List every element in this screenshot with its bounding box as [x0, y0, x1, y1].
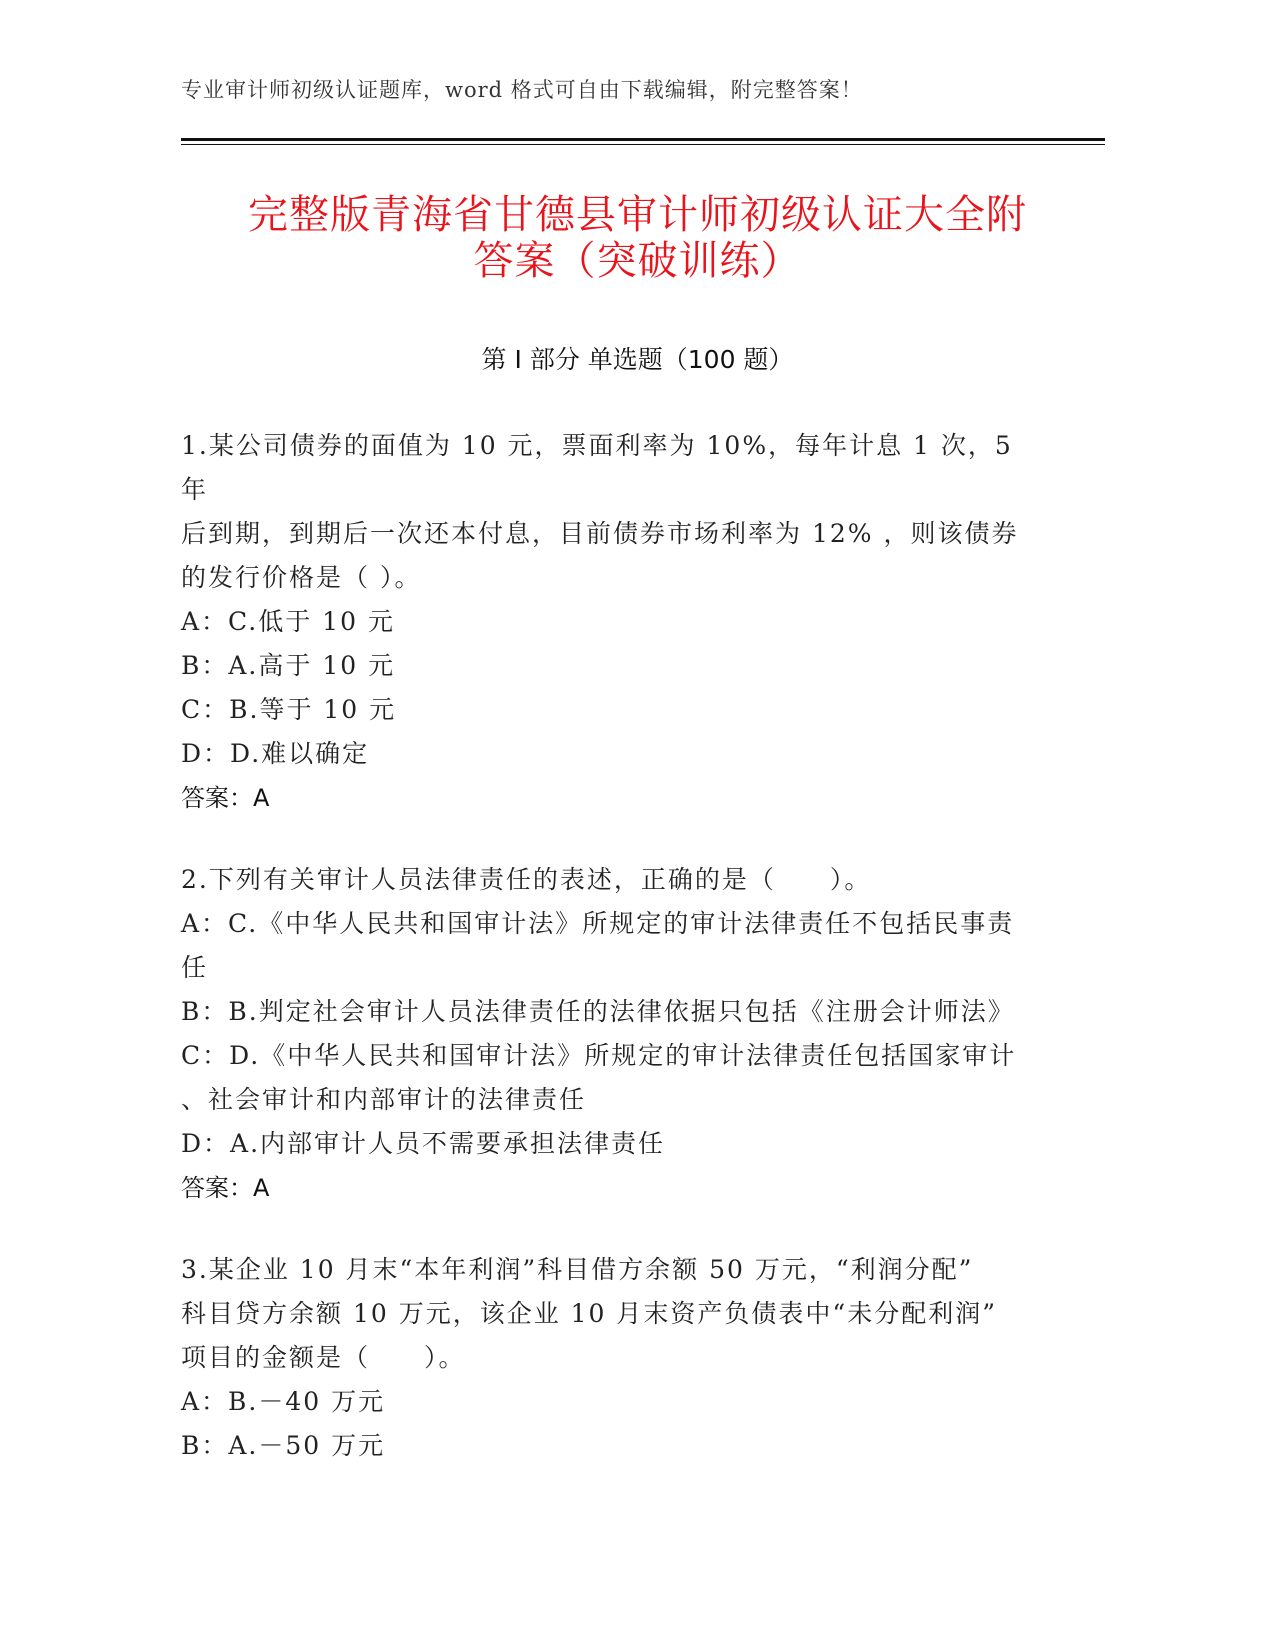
question-stem-line: 3.某企业 10 月末“本年利润”科目借方余额 50 万元，“利润分配”	[181, 1255, 974, 1284]
answer-option: D：A.内部审计人员不需要承担法律责任	[181, 1129, 666, 1158]
question-block	[181, 858, 1036, 1210]
section-heading: 第 I 部分 单选题（100 题）	[481, 345, 794, 374]
answer-option: B：A.－50 万元	[181, 1431, 386, 1460]
answer-option: A：B.－40 万元	[181, 1387, 386, 1416]
answer-option: B：B.判定社会审计人员法律责任的法律依据只包括《注册会计师法》	[181, 997, 1015, 1026]
header-divider-thin	[181, 144, 1105, 145]
question-block	[181, 1248, 1036, 1468]
header-note: 专业审计师初级认证题库，word 格式可自由下载编辑，附完整答案！	[181, 78, 863, 102]
question-stem-line: 后到期，到期后一次还本付息，目前债券市场利率为 12% ，则该债券	[181, 519, 1019, 548]
answer-option: 、社会审计和内部审计的法律责任	[181, 1085, 587, 1114]
document-title-line-1: 完整版青海省甘德县审计师初级认证大全附	[248, 192, 1027, 238]
answer-option: A：C.《中华人民共和国审计法》所规定的审计法律责任不包括民事责	[181, 909, 1015, 938]
answer-option: D：D.难以确定	[181, 739, 370, 768]
question-stem-line: 1.某公司债券的面值为 10 元，票面利率为 10%，每年计息 1 次，5 年	[181, 431, 1013, 504]
question-stem-line: 科目贷方余额 10 万元，该企业 10 月末资产负债表中“未分配利润”	[181, 1299, 997, 1328]
correct-answer: 答案：A	[181, 1174, 270, 1202]
document-title	[150, 192, 1125, 284]
answer-option: B：A.高于 10 元	[181, 651, 396, 680]
header-divider-thick	[181, 138, 1105, 141]
question-stem-line: 2.下列有关审计人员法律责任的表述，正确的是（ ）。	[181, 865, 872, 894]
document-title-line-2: 答案（突破训练）	[473, 238, 802, 284]
answer-option: 任	[181, 953, 209, 982]
question-list	[181, 424, 1036, 1506]
question-block	[181, 424, 1036, 820]
question-stem-line: 项目的金额是（ ）。	[181, 1343, 466, 1372]
correct-answer: 答案：A	[181, 784, 270, 812]
answer-option: C：B.等于 10 元	[181, 695, 397, 724]
question-stem-line: 的发行价格是（ ）。	[181, 563, 422, 592]
answer-option: A：C.低于 10 元	[181, 607, 395, 636]
answer-option: C：D.《中华人民共和国审计法》所规定的审计法律责任包括国家审计	[181, 1041, 1017, 1070]
